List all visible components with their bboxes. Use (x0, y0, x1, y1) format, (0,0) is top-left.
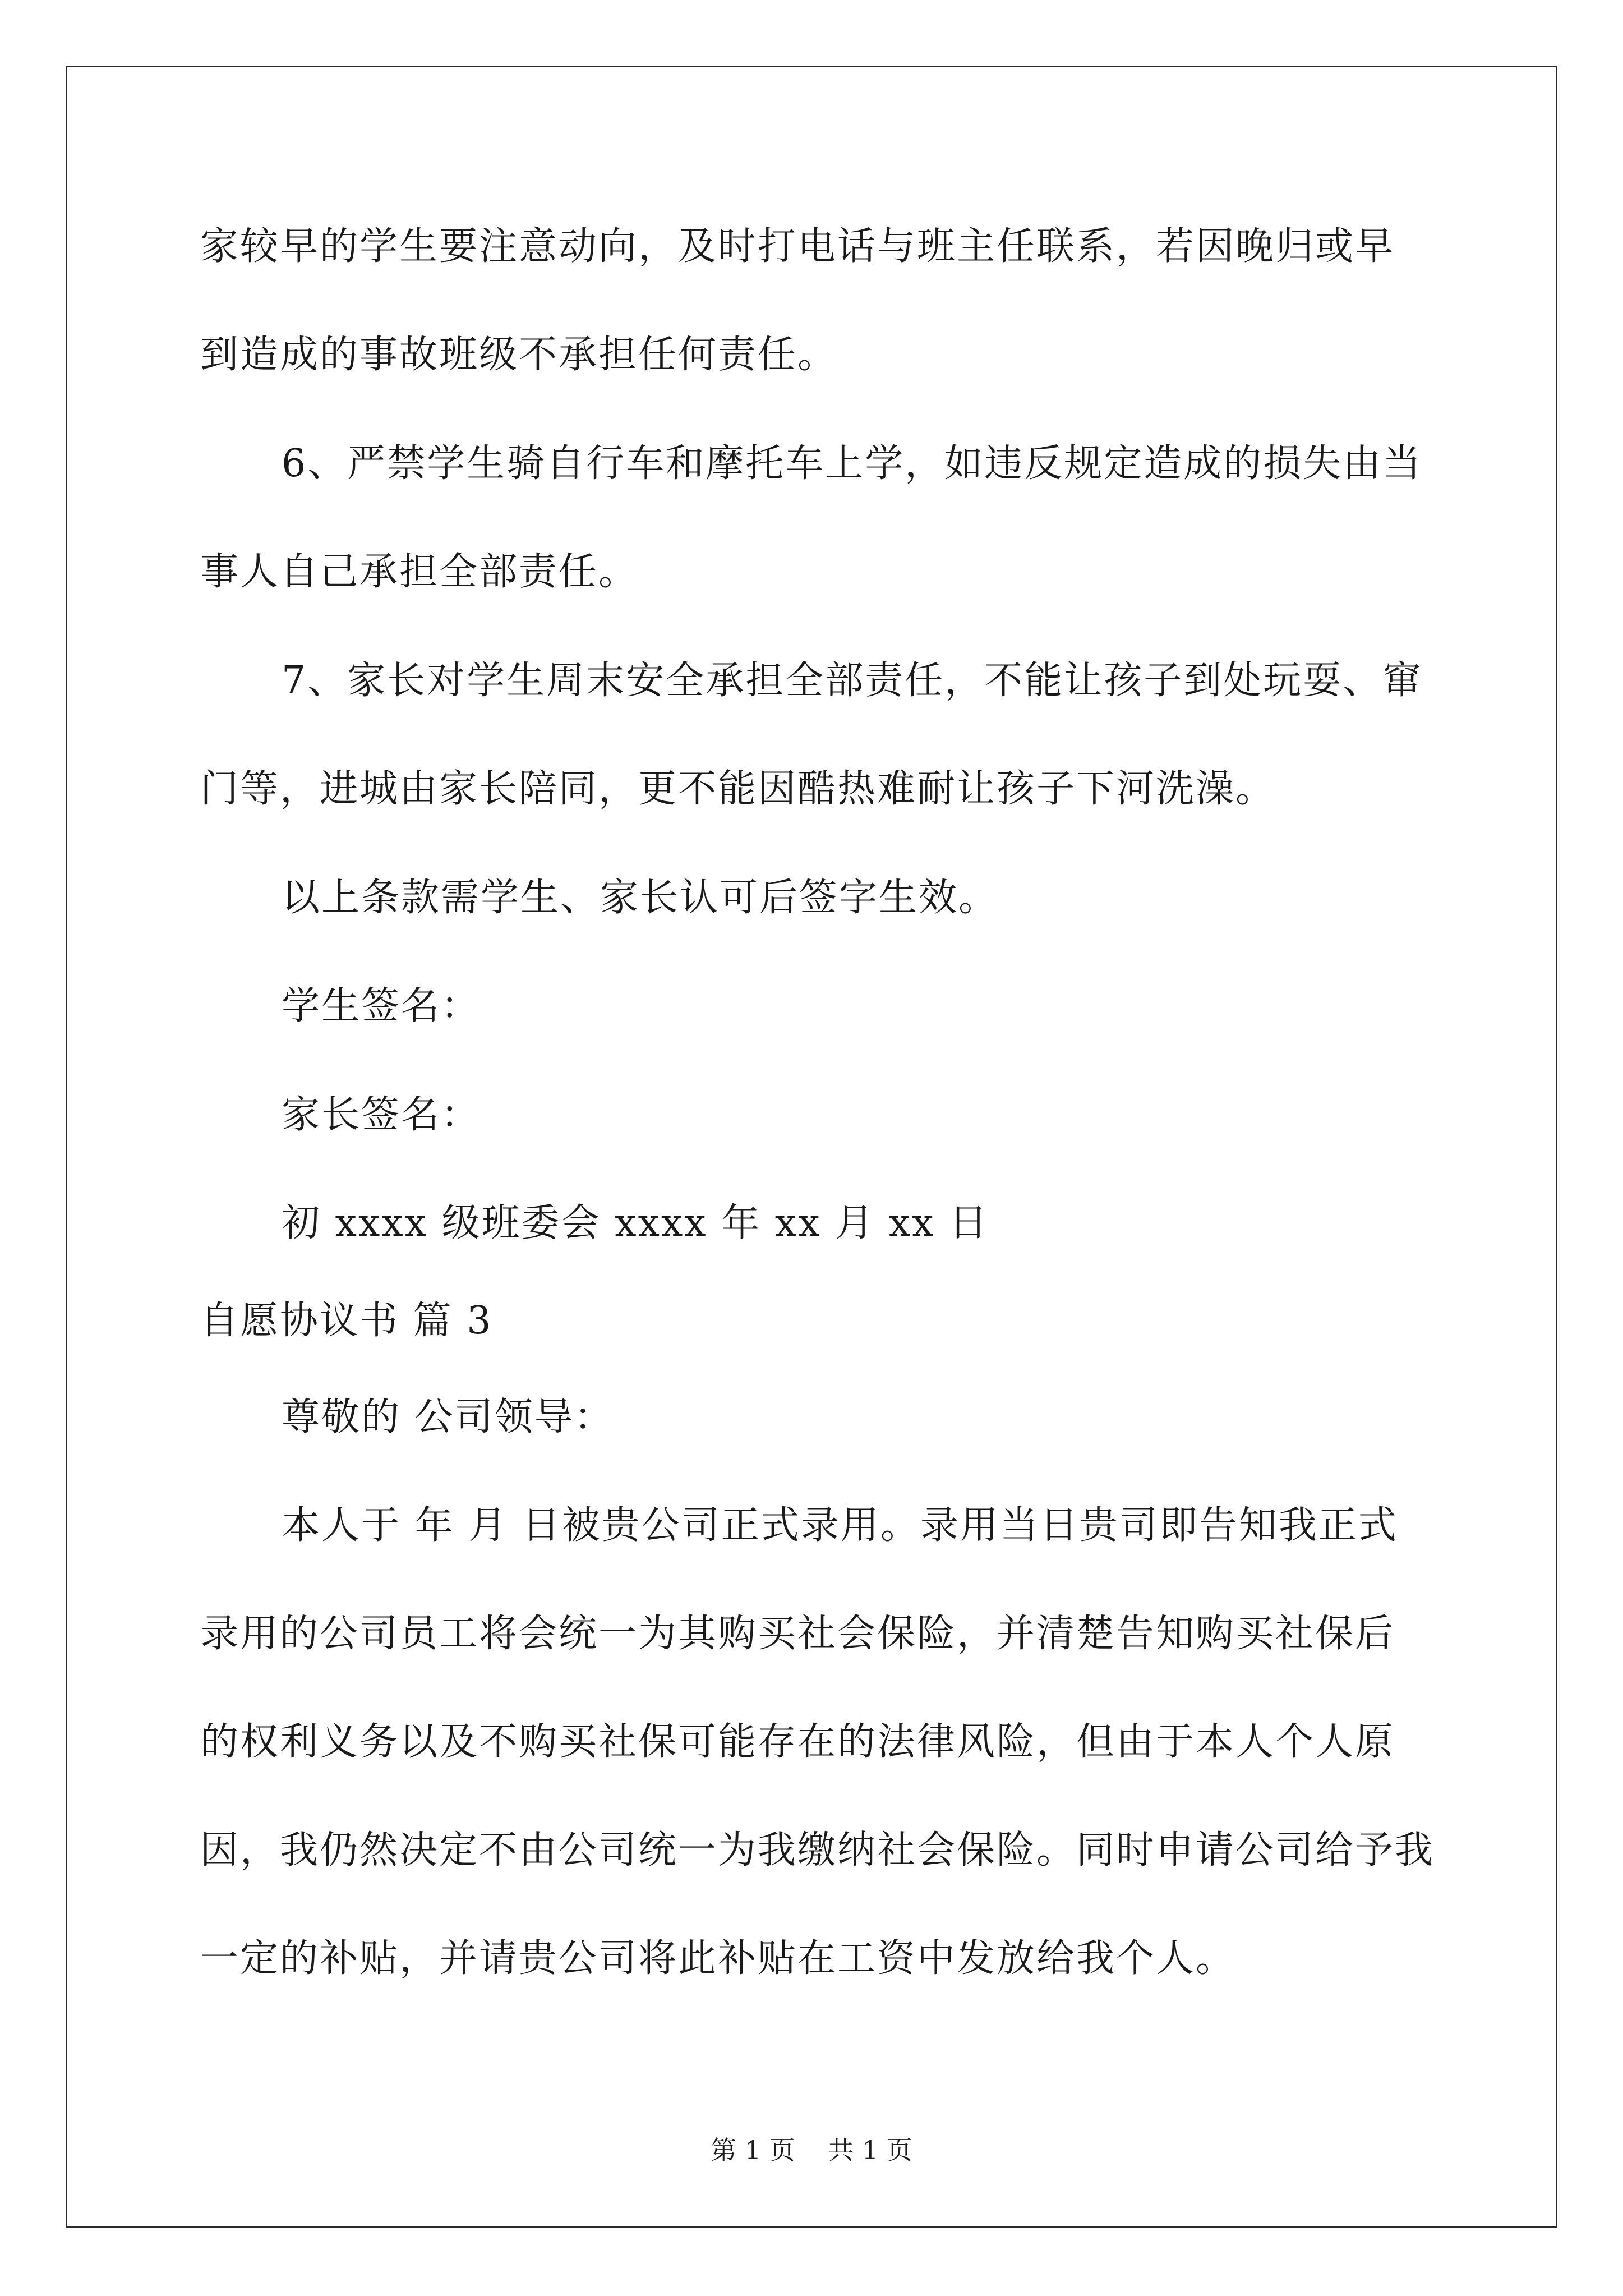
page-border (66, 66, 1557, 2228)
body-line-2: 录用的公司员工将会统一为其购买社会保险，并清楚告知购买社保后 (200, 1612, 1395, 1656)
effective-statement: 以上条款需学生、家长认可后签字生效。 (282, 876, 999, 920)
parent-signature-label: 家长签名： (282, 1093, 481, 1137)
body-line-3: 的权利义务以及不购买社保可能存在的法律风险，但由于本人个人原 (200, 1720, 1395, 1764)
body-line-5: 一定的补贴，并请贵公司将此补贴在工资中发放给我个人。 (200, 1936, 1236, 1981)
clause-7-line-1: 7、家长对学生周末安全承担全部责任，不能让孩子到处玩耍、窜 (282, 659, 1423, 703)
text-line-1: 家较早的学生要注意动向，及时打电话与班主任联系，若因晚归或早 (200, 224, 1395, 269)
clause-6-line-2: 事人自己承担全部责任。 (200, 550, 639, 594)
clause-6-line-1: 6、严禁学生骑自行车和摩托车上学，如违反规定造成的损失由当 (282, 441, 1423, 486)
text-line-2: 到造成的事故班级不承担任何责任。 (200, 333, 838, 377)
committee-date-line: 初 xxxx 级班委会 xxxx 年 xx 月 xx 日 (282, 1201, 989, 1245)
body-line-1: 本人于 年 月 日被贵公司正式录用。录用当日贵司即告知我正式 (282, 1503, 1398, 1548)
salutation: 尊敬的 公司领导： (282, 1395, 614, 1439)
body-line-4: 因，我仍然决定不由公司统一为我缴纳社会保险。同时申请公司给予我 (200, 1828, 1435, 1872)
student-signature-label: 学生签名： (282, 984, 481, 1028)
page-number-footer: 第 1 页 共 1 页 (711, 2135, 912, 2165)
section-heading: 自愿协议书 篇 3 (200, 1299, 493, 1343)
clause-7-line-2: 门等，进城由家长陪同，更不能因酷热难耐让孩子下河洗澡。 (200, 767, 1276, 811)
